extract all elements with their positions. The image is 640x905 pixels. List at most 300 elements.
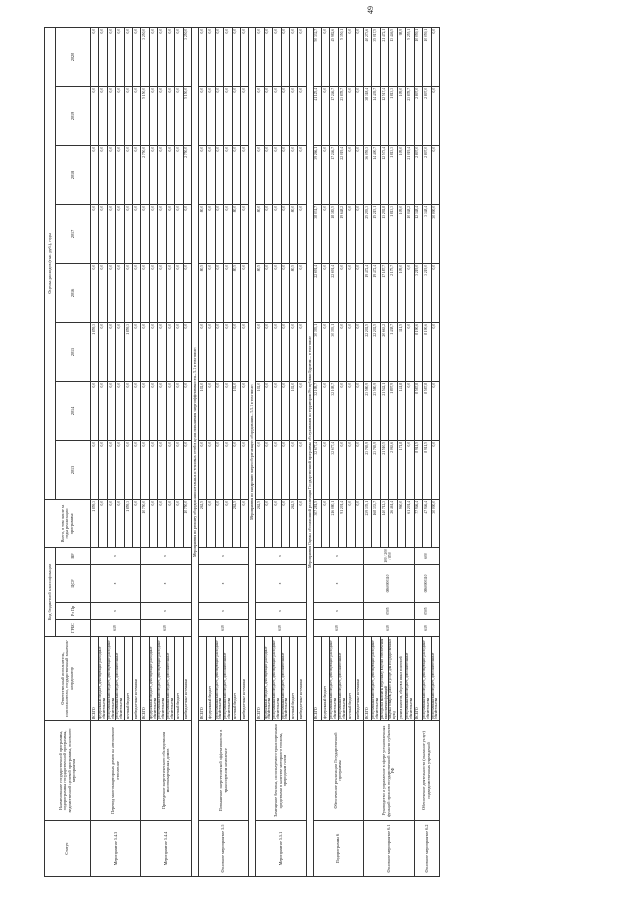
year-value: 0,0: [183, 440, 191, 499]
year-value: 0,0: [355, 440, 363, 499]
year-value: 0,0: [198, 27, 206, 86]
funding-source: внебюджетные источники: [183, 637, 191, 721]
year-value: 0,0: [281, 86, 290, 145]
block-status: Основное мероприятие 5.5: [198, 821, 248, 877]
year-value: 0,0: [256, 440, 264, 499]
year-value: 1 813,3: [389, 86, 398, 145]
year-value: 0,0: [281, 381, 290, 440]
year-value: 0,0: [281, 27, 290, 86]
year-value: 0,0: [215, 204, 224, 263]
year-value: 0,0: [99, 263, 108, 322]
year-value: 0,0: [116, 440, 125, 499]
row-total: 1 859,3: [91, 499, 99, 547]
table-row: [198, 27, 206, 876]
year-value: 0,0: [322, 322, 330, 381]
row-total: 0,0: [224, 499, 233, 547]
year-value: 102,0: [256, 381, 264, 440]
row-total: 0,0: [298, 499, 306, 547]
year-value: 0,0: [149, 263, 158, 322]
year-value: 0,0: [133, 145, 141, 204]
year-value: 1 897,9: [389, 381, 398, 440]
section-band-row: [249, 27, 256, 876]
year-value: 8 911,5: [414, 440, 422, 499]
year-value: 0,0: [175, 440, 183, 499]
year-value: 1 859,3: [91, 322, 99, 381]
year-value: 0,0: [264, 440, 273, 499]
header-year: 2020: [56, 27, 91, 86]
year-value: 0,0: [166, 27, 175, 86]
year-value: 0,0: [99, 440, 108, 499]
year-value: 0,0: [207, 263, 215, 322]
year-value: 0,0: [273, 86, 282, 145]
year-value: 0,0: [224, 263, 233, 322]
year-value: 0,0: [116, 322, 125, 381]
year-value: 0,0: [338, 263, 347, 322]
year-value: 18 383,5: [330, 204, 339, 263]
funding-source: федеральный бюджет, действующие расходные обязательства: [99, 637, 108, 721]
year-value: 0,0: [166, 381, 175, 440]
budget-code: 619: [363, 620, 414, 637]
year-value: 0,0: [298, 322, 306, 381]
year-value: 5 150,0: [183, 86, 191, 145]
year-value: 22 691,4: [330, 263, 339, 322]
year-value: 102,0: [232, 381, 240, 440]
year-value: 0,0: [224, 381, 233, 440]
header-code: Рз Пр: [56, 603, 91, 620]
funding-source: республиканский бюджет, дополнительные обязательства: [166, 637, 175, 721]
year-value: 0,0: [215, 263, 224, 322]
year-value: 8 190,6: [422, 322, 431, 381]
year-value: 23 765,9: [363, 440, 371, 499]
year-value: 0,0: [355, 263, 363, 322]
year-value: 0,0: [91, 381, 99, 440]
funding-source: ВСЕГО: [313, 637, 321, 721]
year-value: 0,0: [198, 322, 206, 381]
year-value: 0,0: [347, 86, 355, 145]
year-value: 20 663,2: [380, 322, 389, 381]
row-total: 0,0: [347, 499, 355, 547]
year-value: 0,0: [290, 322, 298, 381]
budget-code: х: [313, 547, 363, 564]
row-total: 0,0: [240, 499, 248, 547]
year-value: 8 911,5: [422, 440, 431, 499]
budget-code: х: [198, 603, 248, 620]
year-value: 2 807,0: [414, 145, 422, 204]
row-total: 10 750,0: [183, 499, 191, 547]
year-value: 0,0: [355, 27, 363, 86]
year-value: 0,0: [215, 145, 224, 204]
year-value: 0,0: [406, 381, 415, 440]
row-total: 0,0: [166, 499, 175, 547]
row-total: 0,0: [107, 499, 116, 547]
year-value: 17 246,7: [330, 145, 339, 204]
budget-code: х: [91, 547, 141, 564]
year-value: 0,0: [290, 440, 298, 499]
year-value: 21 019,4: [406, 145, 415, 204]
budget-code: 619: [91, 620, 141, 637]
year-value: 0,0: [99, 86, 108, 145]
year-value: 111,5: [397, 322, 405, 381]
year-value: 0,0: [264, 263, 273, 322]
year-value: 21 510,5: [380, 440, 389, 499]
year-value: 22 202,5: [372, 322, 381, 381]
year-value: 0,0: [141, 263, 149, 322]
year-value: 0,0: [322, 204, 330, 263]
budget-code: 600: [414, 547, 439, 564]
year-value: 0,0: [175, 381, 183, 440]
header-code: ЦСР: [56, 565, 91, 603]
year-value: 0,0: [141, 322, 149, 381]
year-value: 2 807,0: [422, 145, 431, 204]
year-value: 0,0: [281, 322, 290, 381]
year-value: 0,0: [175, 322, 183, 381]
year-value: 0,0: [232, 440, 240, 499]
year-value: 14 400,7: [372, 145, 381, 204]
year-value: 0,0: [158, 440, 167, 499]
funding-source: федеральный бюджет: [207, 637, 215, 721]
funding-source: республиканский бюджет, действующие расходные обязательства: [273, 637, 282, 721]
year-value: 0,0: [207, 204, 215, 263]
year-value: 0,0: [232, 86, 240, 145]
table-body: [91, 27, 440, 876]
funding-source: ВСЕГО: [256, 637, 264, 721]
year-value: 80,5: [232, 263, 240, 322]
budget-code: 619: [414, 620, 439, 637]
year-value: 0,0: [91, 440, 99, 499]
year-value: 0,0: [175, 145, 183, 204]
year-value: 0,0: [107, 27, 116, 86]
section-band-text: Мероприятия по ремонту оборудования котельных и тепловых сетей в целях повышения энергоэффективности... 5.1 в том числе:: [191, 27, 198, 876]
year-value: 30 393,1: [330, 322, 339, 381]
year-value: 0,0: [264, 322, 273, 381]
year-value: 0,0: [338, 381, 347, 440]
year-value: 98,9: [397, 27, 405, 86]
year-value: 0,0: [347, 145, 355, 204]
year-value: 0,0: [91, 263, 99, 322]
year-value: 0,0: [158, 322, 167, 381]
year-value: 45 982,6: [330, 27, 339, 86]
block-status: Основное мероприятие 6.1: [363, 821, 414, 877]
year-value: 0,0: [322, 440, 330, 499]
year-value: 0,0: [256, 27, 264, 86]
year-value: 5 255,1: [406, 27, 415, 86]
year-value: 0,0: [264, 204, 273, 263]
budget-code: х: [198, 565, 248, 603]
header-name: Наименование государственной программы, подпрограммы государственной программы, ведомственной целевой программы, основного мероприятия: [45, 721, 91, 821]
year-value: 0,0: [322, 27, 330, 86]
row-total: 0,0: [116, 499, 125, 547]
year-value: 0,0: [207, 27, 215, 86]
year-value: 0,0: [273, 145, 282, 204]
year-value: 0,0: [133, 86, 141, 145]
funding-source: республиканский бюджет, дополнительные обязательства: [281, 637, 290, 721]
year-value: 2 063,6: [389, 440, 398, 499]
funding-source: федеральный бюджет: [322, 637, 330, 721]
row-total: 0,0: [99, 499, 108, 547]
year-value: 0,0: [198, 440, 206, 499]
year-value: 38 318,4: [363, 86, 371, 145]
year-value: 0,0: [347, 322, 355, 381]
year-value: 0,0: [322, 381, 330, 440]
budget-code: 619: [256, 620, 306, 637]
header-source: Ответственный исполнитель, соисполнители, государственный заказчик-координатор: [45, 637, 91, 721]
year-value: 0,0: [224, 86, 233, 145]
table-row: [414, 27, 422, 876]
year-value: 0,0: [207, 381, 215, 440]
funding-source: ВСЕГО: [141, 637, 149, 721]
year-value: 0,0: [240, 86, 248, 145]
year-value: 0,0: [166, 440, 175, 499]
row-total: 0,0: [273, 499, 282, 547]
year-value: 23 580,9: [372, 381, 381, 440]
header-year: 2017: [56, 204, 91, 263]
year-value: 0,0: [290, 86, 298, 145]
row-total: 140 712,3: [380, 499, 389, 547]
row-total: 0,0: [133, 499, 141, 547]
row-total: 262,5: [232, 499, 240, 547]
funding-source: местный бюджет: [290, 637, 298, 721]
table-row: [313, 27, 321, 876]
row-total: 0,0: [175, 499, 183, 547]
row-total: 47 946,4: [422, 499, 431, 547]
year-value: 0,0: [240, 263, 248, 322]
year-value: 0,0: [141, 204, 149, 263]
year-value: 10 059,1: [422, 27, 431, 86]
budget-code: х: [256, 603, 306, 620]
year-value: 10 048,2: [406, 204, 415, 263]
year-value: 0,0: [158, 145, 167, 204]
year-value: 0,0: [175, 204, 183, 263]
year-value: 19 648,2: [338, 204, 347, 263]
year-value: 0,0: [166, 322, 175, 381]
year-value: 8 587,8: [422, 381, 431, 440]
year-value: 0,0: [158, 263, 167, 322]
year-value: 0,0: [133, 440, 141, 499]
year-value: 13 292,8: [380, 204, 389, 263]
year-value: 0,0: [107, 86, 116, 145]
funding-source: республиканский бюджет, действующие расходные обязательства: [372, 637, 381, 721]
year-value: 0,0: [215, 86, 224, 145]
year-value: 0,0: [240, 322, 248, 381]
year-value: 3 219,0: [414, 263, 422, 322]
year-value: 0,0: [124, 381, 132, 440]
table-row: [256, 27, 264, 876]
year-value: 0,0: [116, 27, 125, 86]
budget-code: х: [91, 603, 141, 620]
year-value: 0,0: [141, 381, 149, 440]
funding-source: уплата налогов, сборов и иных платежей: [397, 637, 405, 721]
block-name: Замещение бензина, используемого транспортными средствами в качестве моторного топлива, природным газом: [256, 721, 306, 821]
funding-source: внебюджетные источники: [298, 637, 306, 721]
funding-source: ВСЕГО: [363, 637, 371, 721]
year-value: 0,0: [215, 381, 224, 440]
year-value: 0,0: [264, 27, 273, 86]
year-value: 0,0: [207, 440, 215, 499]
year-value: 0,0: [107, 322, 116, 381]
year-value: 109,0: [397, 204, 405, 263]
year-value: 19 472,4: [372, 263, 381, 322]
rotated-page: [44, 28, 606, 877]
year-value: 2 750,0: [141, 145, 149, 204]
budget-code: х: [91, 565, 141, 603]
funding-source: внебюджетные источники: [240, 637, 248, 721]
year-value: 0,0: [264, 145, 273, 204]
year-value: 0,0: [298, 86, 306, 145]
budget-table: [44, 27, 440, 877]
year-value: 0,0: [149, 440, 158, 499]
header-total: Всего, в том числе за годы реализации программы:: [45, 499, 91, 547]
row-total: 960,0: [397, 499, 405, 547]
funding-source: местный бюджет: [347, 637, 355, 721]
budget-code: 619: [313, 620, 363, 637]
page-number: 49: [366, 6, 375, 14]
year-value: 0,0: [240, 440, 248, 499]
year-value: 0,0: [347, 381, 355, 440]
header-code: ГРБС: [56, 620, 91, 637]
year-value: 0,0: [431, 381, 440, 440]
row-total: 91 201,4: [338, 499, 347, 547]
year-value: 0,0: [149, 204, 158, 263]
row-total: 0,0: [207, 499, 215, 547]
year-value: 0,0: [124, 27, 132, 86]
year-value: 0,0: [298, 263, 306, 322]
year-value: 0,0: [133, 263, 141, 322]
year-value: 80,5: [198, 263, 206, 322]
row-total: 0,0: [158, 499, 167, 547]
year-value: 0,0: [264, 86, 273, 145]
year-value: 0,0: [166, 86, 175, 145]
year-value: 0,0: [240, 381, 248, 440]
year-value: 8 190,6: [414, 322, 422, 381]
header-year: 2013: [56, 440, 91, 499]
block-name: Проведение энергетического обследования многоквартирных домов: [141, 721, 191, 821]
year-value: 1 813,3: [389, 204, 398, 263]
year-value: 0,0: [158, 27, 167, 86]
funding-source: республиканский бюджет, действующие расходные обязательства: [215, 637, 224, 721]
year-value: 109,0: [397, 263, 405, 322]
header-codes-group: Код бюджетной классификации: [45, 547, 56, 636]
year-value: 12 348,4: [414, 204, 422, 263]
year-value: 10 059,1: [414, 27, 422, 86]
year-value: 0,0: [273, 204, 282, 263]
year-value: 23 878,7: [338, 86, 347, 145]
year-value: 141,8: [397, 381, 405, 440]
year-value: 22 202,5: [363, 322, 371, 381]
funding-source: республиканский бюджет, действующие расходные обязательства: [422, 637, 431, 721]
year-value: 0,0: [198, 145, 206, 204]
year-value: 0,0: [431, 440, 440, 499]
year-value: 0,0: [99, 204, 108, 263]
row-total: 262,5: [256, 499, 264, 547]
year-value: 0,0: [149, 322, 158, 381]
year-value: 0,0: [124, 204, 132, 263]
year-value: 3 250,0: [141, 27, 149, 86]
section-band-text: Мероприятия по внедрению энергосберегающего оборудования... 5.5.1 в том числе:: [249, 27, 256, 876]
header-year: 2016: [56, 263, 91, 322]
funding-source: республиканский бюджет, действующие расходные обязательства: [158, 637, 167, 721]
budget-code: х: [141, 565, 191, 603]
year-value: 0,0: [91, 27, 99, 86]
year-value: 0,0: [124, 86, 132, 145]
year-value: 0,0: [158, 381, 167, 440]
year-value: 0,0: [207, 86, 215, 145]
year-value: 0,0: [116, 145, 125, 204]
funding-source: закупка товаров, работ и услуг для государственных нужд: [389, 637, 398, 721]
year-value: 0,0: [224, 27, 233, 86]
year-value: 12 573,4: [380, 145, 389, 204]
year-value: 0,0: [207, 322, 215, 381]
budget-code: 0505: [363, 603, 414, 620]
year-value: 0,0: [298, 204, 306, 263]
funding-source: внебюджетные источники: [355, 637, 363, 721]
row-total: 307 281,5: [313, 499, 321, 547]
year-value: 80,5: [256, 263, 264, 322]
budget-code: 0860000110: [363, 565, 414, 603]
year-value: 0,0: [224, 322, 233, 381]
year-value: 109,0: [397, 86, 405, 145]
year-value: 40 273,6: [363, 27, 371, 86]
year-value: 38 031,7: [313, 204, 321, 263]
row-total: 26 461,4: [389, 499, 398, 547]
year-value: 0,0: [175, 263, 183, 322]
year-value: 17 246,7: [330, 86, 339, 145]
section-band-row: [306, 27, 313, 876]
row-total: 0,0: [215, 499, 224, 547]
year-value: 0,0: [124, 440, 132, 499]
year-value: 0,0: [91, 145, 99, 204]
year-value: 0,0: [240, 145, 248, 204]
year-value: 0,0: [166, 263, 175, 322]
year-value: 0,0: [116, 381, 125, 440]
year-value: 3 348,4: [422, 204, 431, 263]
year-value: 0,0: [224, 145, 233, 204]
block-name: Обеспечение деятельности (оказание услуг) подведомственных учреждений: [414, 721, 439, 821]
year-value: 12 517,4: [380, 86, 389, 145]
header-year: 2015: [56, 322, 91, 381]
section-band-row: [191, 27, 198, 876]
funding-source: республиканский бюджет, дополнительные обязательства: [116, 637, 125, 721]
year-value: 0,0: [273, 381, 282, 440]
year-value: 0,0: [273, 27, 282, 86]
block-name: Повышение энергетической эффективности в транспортном комплексе: [198, 721, 248, 821]
header-code: ВР: [56, 547, 91, 564]
year-value: 0,0: [298, 145, 306, 204]
year-value: 0,0: [281, 440, 290, 499]
year-value: 0,0: [91, 204, 99, 263]
year-value: 21 472,1: [380, 27, 389, 86]
block-status: Мероприятие 5.4.4: [141, 821, 191, 877]
year-value: 0,0: [431, 263, 440, 322]
budget-code: х: [313, 565, 363, 603]
year-value: 0,0: [133, 204, 141, 263]
row-total: 0,0: [322, 499, 330, 547]
year-value: 80,0: [198, 204, 206, 263]
year-value: 0,0: [107, 145, 116, 204]
year-value: 8 587,8: [414, 381, 422, 440]
year-value: 35 017,5: [372, 27, 381, 86]
year-value: 22 019,4: [338, 145, 347, 204]
year-value: 0,0: [406, 322, 415, 381]
year-value: 0,0: [298, 27, 306, 86]
funding-source: республиканский бюджет, действующие расходные обязательства: [330, 637, 339, 721]
year-value: 0,0: [141, 440, 149, 499]
year-value: 0,0: [215, 27, 224, 86]
year-value: 102,0: [198, 381, 206, 440]
row-total: 168 333,7: [372, 499, 381, 547]
year-value: 0,0: [240, 204, 248, 263]
year-value: 0,0: [158, 86, 167, 145]
year-value: 80,0: [290, 204, 298, 263]
